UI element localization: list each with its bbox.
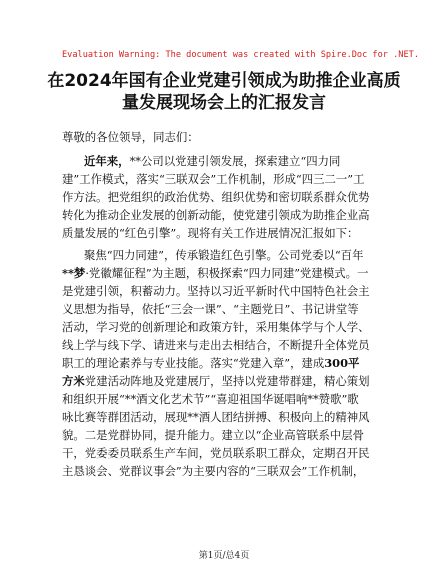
paragraph-line: 质量发展的“红色引擎”。现将有关工作进展情况汇报如下： bbox=[62, 226, 359, 240]
evaluation-warning: Evaluation Warning: The document was created with Spire.Doc for .NET. bbox=[62, 50, 419, 60]
paragraph-line bbox=[62, 372, 392, 390]
paragraph-line bbox=[62, 354, 392, 372]
paragraph-line: 和组织开展“**酒文化艺术节”“喜迎祖国华诞唱响**赞歌”歌 bbox=[62, 392, 359, 406]
paragraph-line: 作方法。把党组织的政治优势、组织优势和密切联系群众优势 bbox=[62, 190, 370, 204]
paragraph-line: 咏比赛等群团活动，展现**酒人团结拼搏、积极向上的精神风 bbox=[62, 410, 370, 424]
page-number-footer: 第1页/总4页 bbox=[198, 551, 250, 561]
paragraph-line: 建”工作模式，落实“三联双会”工作机制，形成“四三二一”工 bbox=[62, 172, 365, 186]
paragraph-text: **公司以党建引领发展，探索建立“四力同 bbox=[129, 154, 341, 168]
salutation: 尊敬的各位领导，同志们： bbox=[62, 130, 199, 144]
paragraph-text: ·党徽耀征程”为主题，积极探索“四力同建”党建模式。一 bbox=[85, 266, 369, 280]
paragraph-text: 党建活动阵地及党建展厅，坚持以党建带群建，精心策划 bbox=[84, 374, 370, 388]
paragraph-line: 干，党委委员联系生产车间，党员联系职工群众，定期召开民 bbox=[62, 446, 370, 460]
document-title-line-2: 量发展现场会上的汇报发言 bbox=[122, 93, 326, 113]
paragraph-line bbox=[62, 264, 392, 282]
bold-text: 方米 bbox=[62, 374, 85, 388]
paragraph-line: 主恳谈会、党群议事会”为主要内容的“三联双会”工作机制， bbox=[62, 464, 365, 478]
bold-text: 300平 bbox=[324, 356, 360, 370]
bold-text: **梦 bbox=[62, 266, 86, 280]
paragraph-line: 义思想为指导，依托“三会一课”、“主题党日”、书记讲堂等 bbox=[62, 302, 359, 316]
paragraph-line: 聚焦“四力同建”，传承锻造红色引擎。公司党委以“百年 bbox=[84, 248, 364, 262]
paragraph-line: 转化为推动企业发展的创新动能，使党建引领成为助推企业高 bbox=[62, 208, 370, 222]
paragraph-line: 线上学与线下学、请进来与走出去相结合，不断提升全体党员 bbox=[62, 338, 370, 352]
paragraph-line: 活动，学习党的创新理论和政策方针，采用集体学与个人学、 bbox=[62, 320, 370, 334]
bold-lead-text: 近年来， bbox=[84, 154, 130, 168]
paragraph-line: 是党建引领，积蓄动力。坚持以习近平新时代中国特色社会主 bbox=[62, 284, 370, 298]
paragraph-line: 貌。二是党群协同，提升能力。建立以“企业高管联系中层骨 bbox=[62, 428, 364, 442]
paragraph-text: 职工的理论素养与专业技能。落实“党建入章”，建成 bbox=[62, 356, 325, 370]
document-title-line-1: 在2024年国有企业党建引领成为助推企业高质 bbox=[47, 71, 401, 91]
paragraph-line bbox=[62, 152, 392, 170]
